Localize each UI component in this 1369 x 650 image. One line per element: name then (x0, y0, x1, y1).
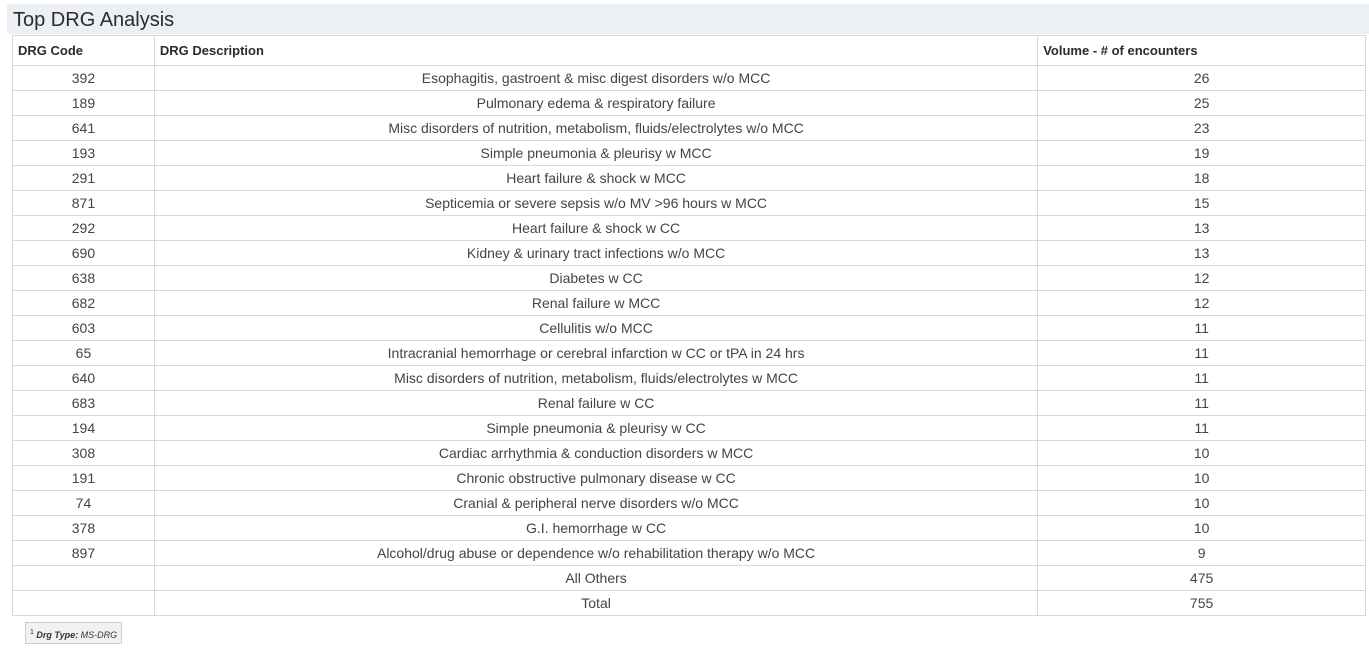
cell-drg-description: All Others (154, 566, 1037, 591)
cell-drg-code: 640 (13, 366, 155, 391)
cell-drg-code: 189 (13, 91, 155, 116)
table-row (13, 416, 1366, 441)
table-row (13, 491, 1366, 516)
table-row (13, 591, 1366, 616)
cell-volume: 10 (1038, 466, 1366, 491)
cell-drg-code: 638 (13, 266, 155, 291)
table-row (13, 566, 1366, 591)
cell-volume: 23 (1038, 116, 1366, 141)
cell-volume: 11 (1038, 341, 1366, 366)
cell-volume: 12 (1038, 291, 1366, 316)
table-row (13, 341, 1366, 366)
footnote-label: Drg Type: (36, 630, 79, 640)
cell-drg-description: Alcohol/drug abuse or dependence w/o rehabilitation therapy w/o MCC (154, 541, 1037, 566)
cell-volume: 475 (1038, 566, 1366, 591)
cell-volume: 15 (1038, 191, 1366, 216)
cell-drg-description: Total (154, 591, 1037, 616)
table-row (13, 541, 1366, 566)
column-header-volume[interactable]: Volume - # of encounters (1038, 36, 1366, 66)
cell-drg-code: 194 (13, 416, 155, 441)
cell-volume: 10 (1038, 441, 1366, 466)
cell-drg-code: 392 (13, 66, 155, 91)
cell-drg-description: Misc disorders of nutrition, metabolism, fluids/electrolytes w/o MCC (154, 116, 1037, 141)
cell-volume: 11 (1038, 416, 1366, 441)
cell-drg-description: Cardiac arrhythmia & conduction disorders w MCC (154, 441, 1037, 466)
cell-drg-code: 871 (13, 191, 155, 216)
cell-drg-code: 682 (13, 291, 155, 316)
panel-header (7, 4, 1369, 34)
cell-drg-description: Simple pneumonia & pleurisy w CC (154, 416, 1037, 441)
table-header-row (13, 36, 1366, 66)
cell-volume: 19 (1038, 141, 1366, 166)
cell-volume: 25 (1038, 91, 1366, 116)
cell-drg-code: 193 (13, 141, 155, 166)
table-row (13, 316, 1366, 341)
cell-drg-description: Kidney & urinary tract infections w/o MCC (154, 241, 1037, 266)
table-row (13, 266, 1366, 291)
cell-volume: 11 (1038, 366, 1366, 391)
table-row (13, 191, 1366, 216)
table-row (13, 391, 1366, 416)
column-header-drg-description[interactable]: DRG Description (154, 36, 1037, 66)
cell-drg-code: 291 (13, 166, 155, 191)
cell-volume: 11 (1038, 391, 1366, 416)
table-row (13, 241, 1366, 266)
cell-volume: 10 (1038, 491, 1366, 516)
cell-drg-code: 308 (13, 441, 155, 466)
cell-drg-description: Septicemia or severe sepsis w/o MV >96 hours w MCC (154, 191, 1037, 216)
cell-volume: 9 (1038, 541, 1366, 566)
cell-drg-description: Renal failure w MCC (154, 291, 1037, 316)
cell-drg-description: G.I. hemorrhage w CC (154, 516, 1037, 541)
cell-drg-code: 683 (13, 391, 155, 416)
footnote-marker: 1 (30, 629, 34, 636)
table-row (13, 116, 1366, 141)
table-row (13, 291, 1366, 316)
table-row (13, 141, 1366, 166)
cell-drg-description: Pulmonary edema & respiratory failure (154, 91, 1037, 116)
cell-drg-description: Esophagitis, gastroent & misc digest disorders w/o MCC (154, 66, 1037, 91)
cell-drg-code: 65 (13, 341, 155, 366)
table-row (13, 66, 1366, 91)
cell-drg-code: 897 (13, 541, 155, 566)
table-body (13, 66, 1366, 616)
cell-drg-description: Simple pneumonia & pleurisy w MCC (154, 141, 1037, 166)
cell-drg-code: 74 (13, 491, 155, 516)
cell-volume: 13 (1038, 216, 1366, 241)
cell-volume: 12 (1038, 266, 1366, 291)
table-row (13, 216, 1366, 241)
table-row (13, 91, 1366, 116)
cell-drg-description: Misc disorders of nutrition, metabolism, fluids/electrolytes w MCC (154, 366, 1037, 391)
cell-volume: 10 (1038, 516, 1366, 541)
cell-drg-code: 292 (13, 216, 155, 241)
cell-drg-description: Heart failure & shock w MCC (154, 166, 1037, 191)
cell-drg-code: 378 (13, 516, 155, 541)
table-row (13, 516, 1366, 541)
cell-volume: 26 (1038, 66, 1366, 91)
cell-volume: 13 (1038, 241, 1366, 266)
cell-drg-description: Heart failure & shock w CC (154, 216, 1037, 241)
cell-drg-code: 641 (13, 116, 155, 141)
cell-drg-code: 603 (13, 316, 155, 341)
table-row (13, 366, 1366, 391)
cell-drg-description: Renal failure w CC (154, 391, 1037, 416)
cell-volume: 11 (1038, 316, 1366, 341)
cell-drg-description: Diabetes w CC (154, 266, 1037, 291)
cell-volume: 755 (1038, 591, 1366, 616)
cell-drg-code: 191 (13, 466, 155, 491)
drg-table (12, 35, 1366, 616)
page-title: Top DRG Analysis (13, 9, 175, 31)
cell-drg-description: Cranial & peripheral nerve disorders w/o MCC (154, 491, 1037, 516)
table-row (13, 166, 1366, 191)
table-row (13, 441, 1366, 466)
table-row (13, 466, 1366, 491)
cell-drg-code (13, 566, 155, 591)
cell-volume: 18 (1038, 166, 1366, 191)
footnote-value: MS-DRG (80, 630, 118, 640)
cell-drg-code (13, 591, 155, 616)
column-header-drg-code[interactable]: DRG Code (13, 36, 155, 66)
footnote-drg-type (25, 622, 122, 644)
cell-drg-code: 690 (13, 241, 155, 266)
cell-drg-description: Chronic obstructive pulmonary disease w CC (154, 466, 1037, 491)
cell-drg-description: Cellulitis w/o MCC (154, 316, 1037, 341)
cell-drg-description: Intracranial hemorrhage or cerebral infarction w CC or tPA in 24 hrs (154, 341, 1037, 366)
